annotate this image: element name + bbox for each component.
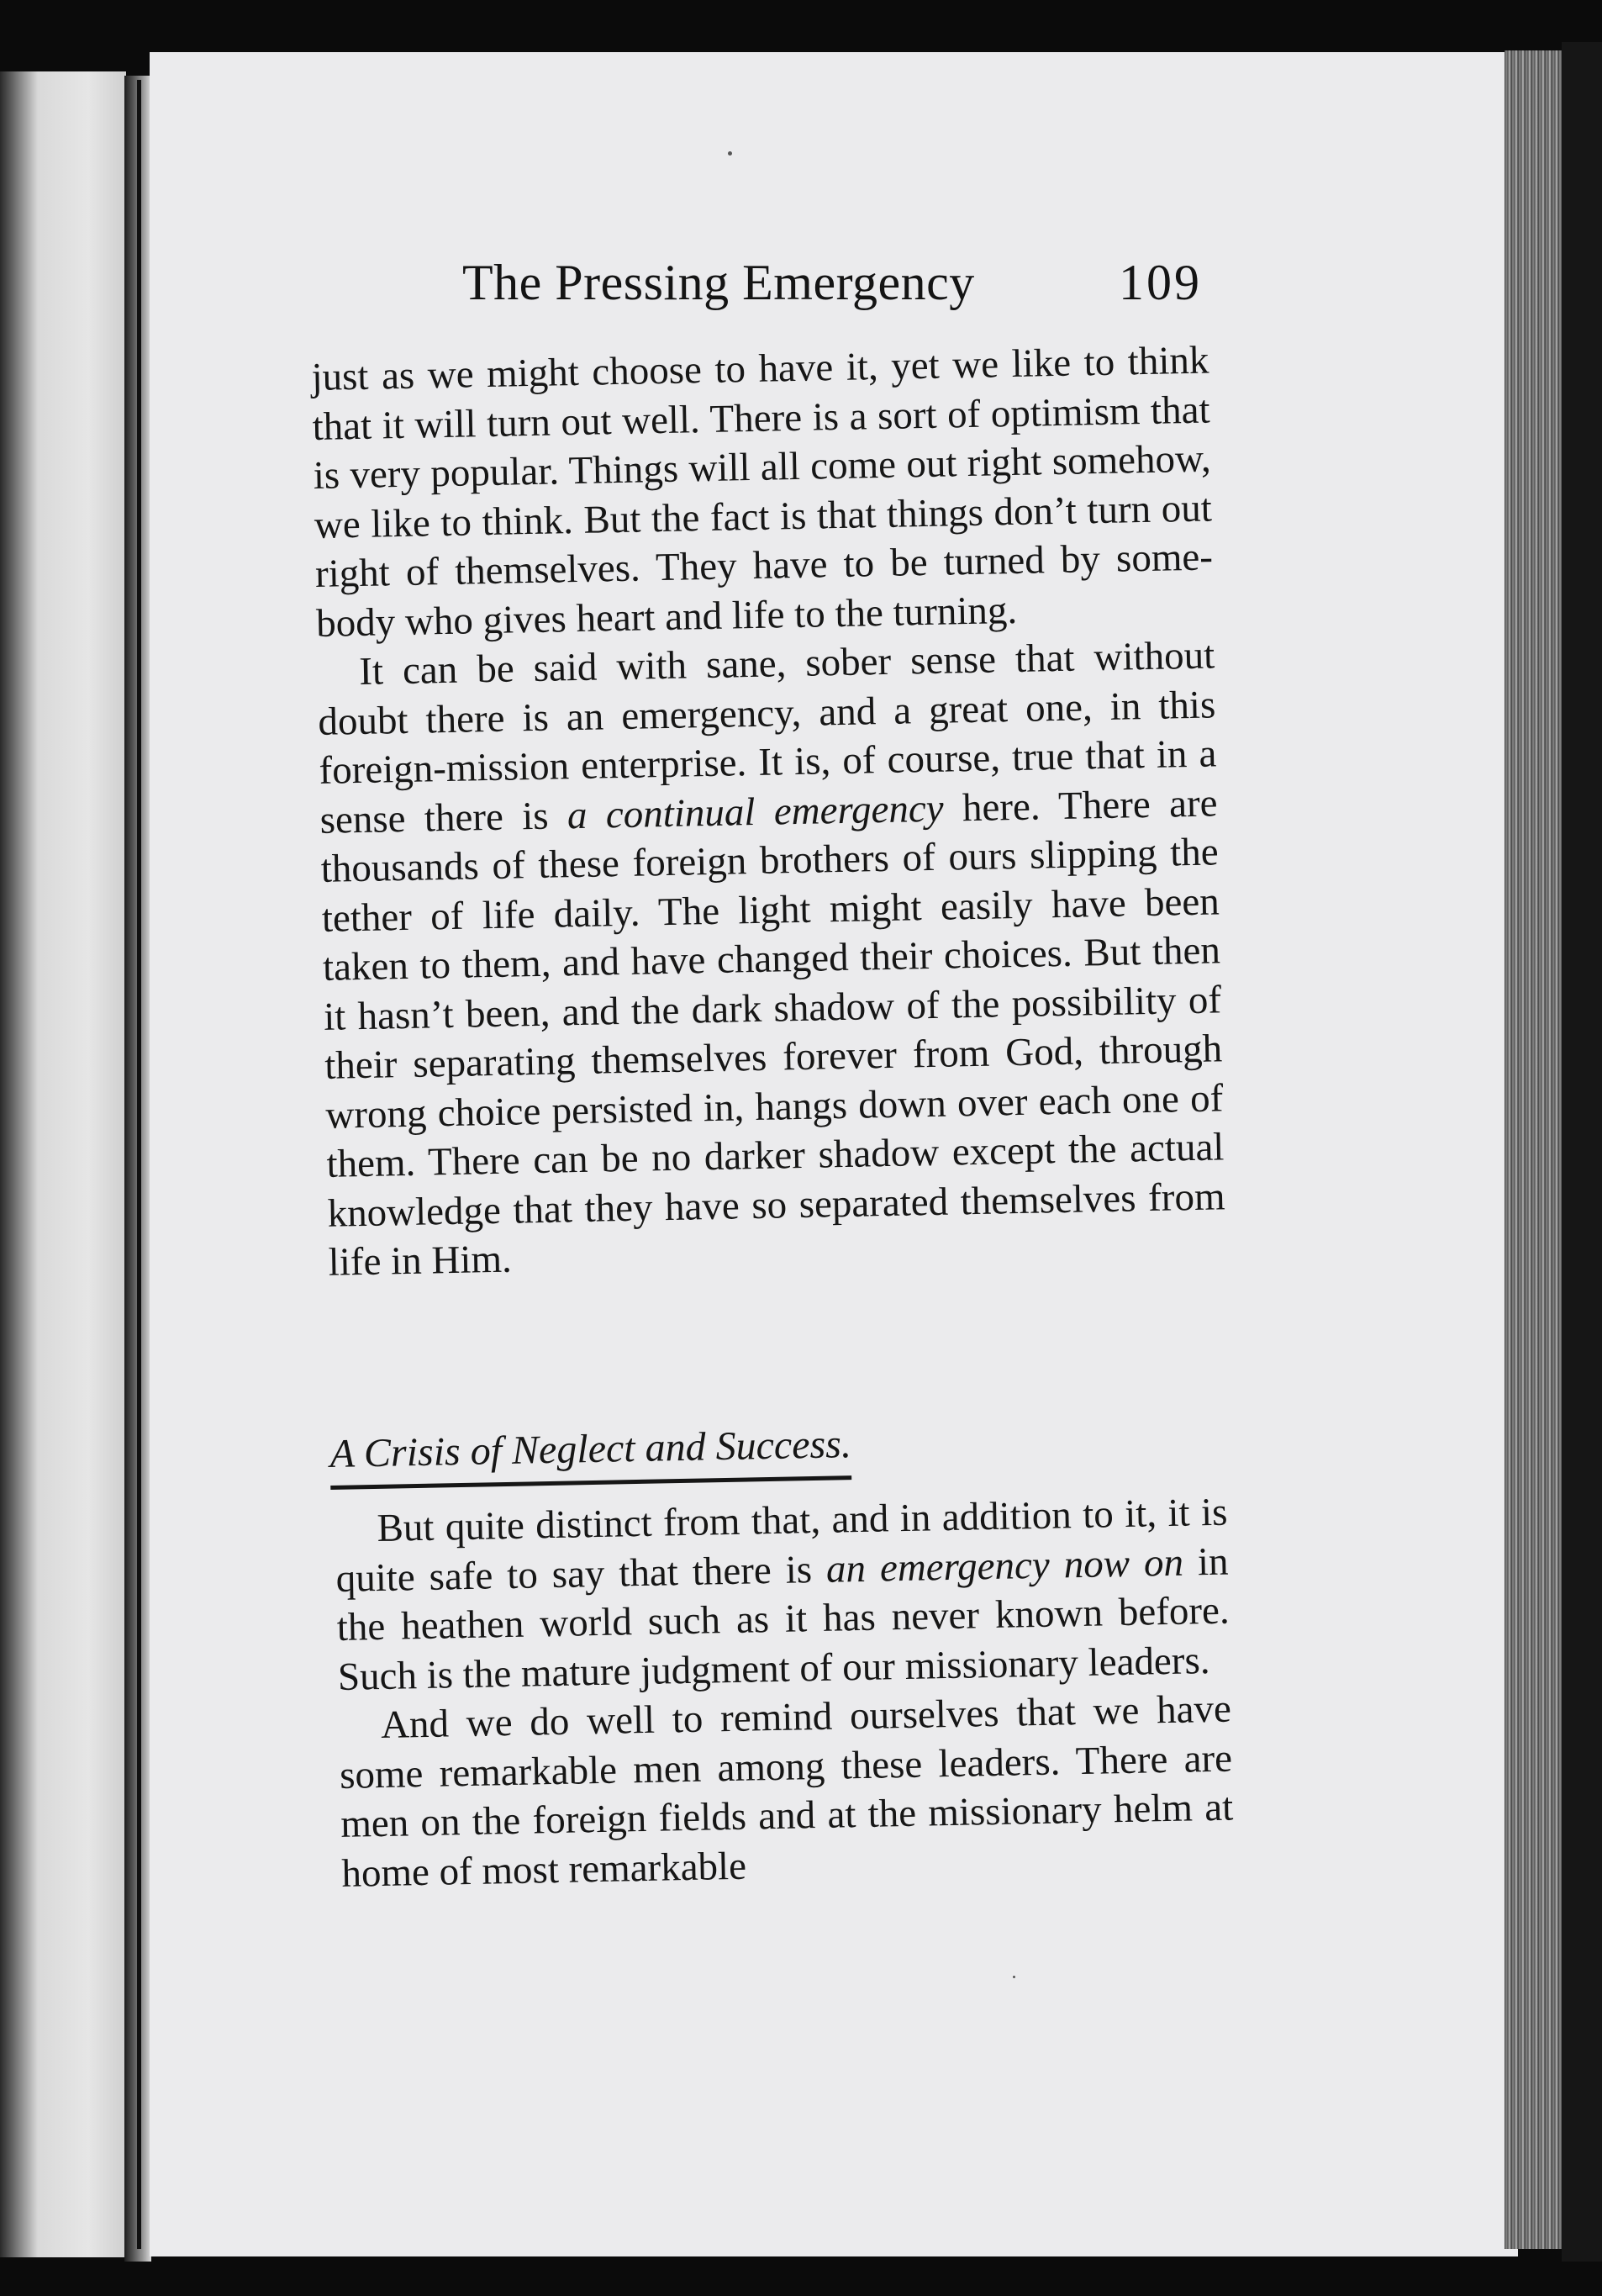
paragraph-continued: just as we might choose to have it, yet we like to think that it will turn out well. There is a sort of optimism that is very popular. Things will all come out right somehow, we like to think. But the fact is that things don’t turn out right of themselves. They have to be turned by some-body who gives heart and life to the turning. [311,338,1214,646]
paragraph-text: here. There are thousands of these foreign brothers of ours slipping the tether of life daily. The light might easily have been taken to them, and have changed their choices. But then it hasn’t been, and the dark shadow of the possibility of their separating themselves forever from God, through wrong choice persisted in, hangs down over each one of them. There can be no darker shadow except the actual knowledge that they have so separated themselves from life in Him. [320,780,1225,1285]
emphasis-text: a continual emergency [566,786,945,837]
page-number: 109 [1119,255,1202,310]
page-stack-edge [1505,50,1563,2249]
section-text [335,1488,1235,1898]
running-head [311,254,1202,330]
paper-speck [1013,1976,1015,1978]
scanner-background [1562,42,1602,2262]
body-text [311,335,1226,1287]
gutter-shadow-line [137,80,141,2249]
facing-page-edge [0,71,126,2257]
paragraph-text: in the heathen world such as it has never known before. Such is the mature judgment of our missionary leaders. [336,1539,1230,1699]
paragraph-text: It can be said with sane, sober sense that without doubt there is an emergency, and a great one, in this foreign-mission enterprise. It is, of course, true that in a sense there is [317,633,1217,842]
paragraph [335,1488,1230,1702]
section-heading: A Crisis of Neglect and Success. [329,1421,852,1490]
paragraph [317,631,1226,1287]
emphasis-text: an emergency now on [825,1540,1184,1591]
paragraph: And we do well to remind ourselves that we have some remarkable men among these leaders. There are men on the foreign fields and at the missionary helm at home of most remarkable [339,1686,1234,1896]
running-title: The Pressing Emergency [462,255,975,310]
paper-speck [728,151,732,156]
paragraph-text: But quite distinct from that, and in addition to it, it is quite safe to say that there is [335,1490,1228,1601]
